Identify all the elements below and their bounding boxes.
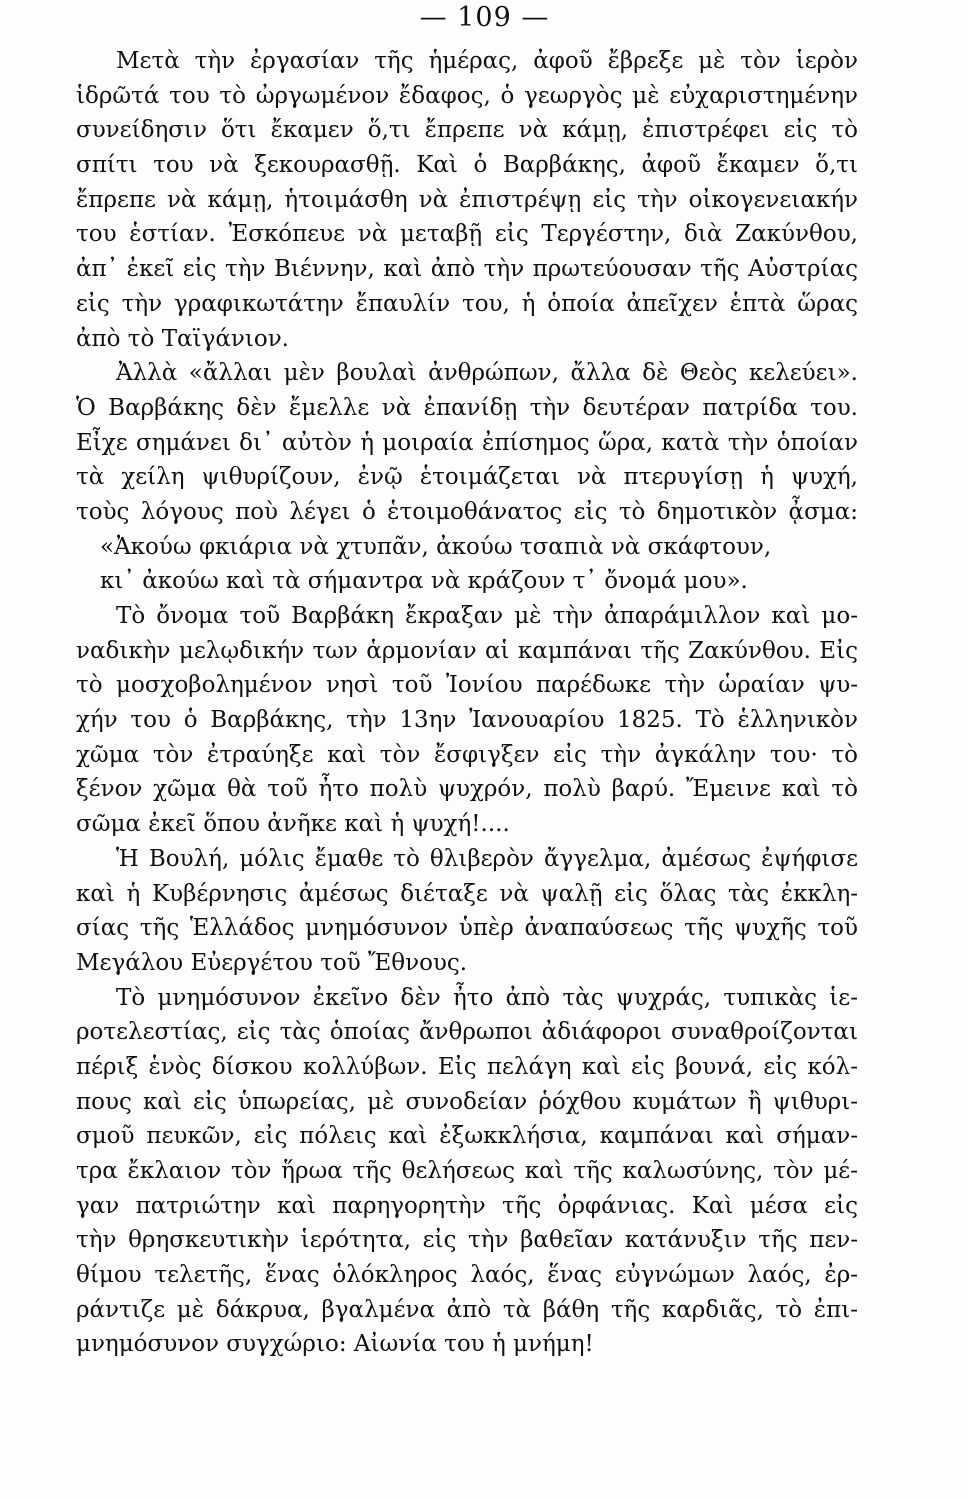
text-line: χῶμα τὸν ἐτραύηξε καὶ τὸν ἔσφιγξεν εἰς τὴν ἀγκάλην του· τὸ <box>76 741 858 768</box>
text-line: τοὺς λόγους ποὺ λέγει ὁ ἑτοιμοθάνατος εἰς τὸ δημοτικὸν ᾆσμα: <box>76 498 858 525</box>
text-line: Εἶχε σημάνει δι᾽ αὐτὸν ἡ μοιραία ἐπίσημος ὥρα, κατὰ τὴν ὁποίαν <box>76 429 858 456</box>
text-line: τὸ μοσχοβολημένον νησὶ τοῦ Ἰονίου παρέδωκε τὴν ὡραίαν ψυ- <box>76 672 858 699</box>
text-line: Ἡ Βουλή, μόλις ἔμαθε τὸ θλιβερὸν ἄγγελμα, ἀμέσως ἐψήφισε <box>116 845 858 872</box>
text-line: μνημόσυνον συγχώριο: Αἰωνία του ἡ μνήμη! <box>76 1331 594 1358</box>
text-line: πους καὶ εἰς ὑπωρείας, μὲ συνοδείαν ῥόχθου κυμάτων ἢ ψιθυρι- <box>76 1088 858 1115</box>
text-line: ναδικὴν μελῳδικήν των ἁρμονίαν αἱ καμπάναι τῆς Ζακύνθου. Εἰς <box>76 637 858 664</box>
text-line: γαν πατριώτην καὶ παρηγορητὴν τῆς ὀρφάνιας. Καὶ μέσα εἰς <box>76 1192 858 1219</box>
text-line: ἀπὸ τὸ Ταϊγάνιον. <box>76 325 289 352</box>
text-line: τὰ χείλη ψιθυρίζουν, ἐνῷ ἑτοιμάζεται νὰ πτερυγίσῃ ἡ ψυχή, <box>76 464 858 491</box>
text-line: χήν του ὁ Βαρβάκης, τὴν 13ην Ἰανουαρίου 1825. Τὸ ἑλληνικὸν <box>76 707 858 734</box>
page-number: — 109 — <box>419 2 550 33</box>
text-line: Τὸ ὄνομα τοῦ Βαρβάκη ἔκραξαν μὲ τὴν ἀπαράμιλλον καὶ μο- <box>116 603 858 629</box>
text-line: Μετὰ τὴν ἐργασίαν τῆς ἡμέρας, ἀφοῦ ἔβρεξε μὲ τὸν ἱερὸν <box>116 48 858 74</box>
text-line: ἀπ᾽ ἐκεῖ εἰς τὴν Βιέννην, καὶ ἀπὸ τὴν πρωτεύουσαν τῆς Αὐστρίας <box>76 256 858 283</box>
text-line: σίας τῆς Ἑλλάδος μνημόσυνον ὑπὲρ ἀναπαύσεως τῆς ψυχῆς τοῦ <box>76 915 858 942</box>
text-line: εἰς τὴν γραφικωτάτην ἔπαυλίν του, ἡ ὁποία ἀπεῖχεν ἑπτὰ ὥρας <box>76 290 858 317</box>
text-line: τὴν θρησκευτικὴν ἱερότητα, εἰς τὴν βαθεῖαν κατάνυξιν τῆς πεν- <box>76 1227 858 1254</box>
text-line: θίμου τελετῆς, ἕνας ὁλόκληρος λαός, ἕνας εὐγνώμων λαός, ἐρ- <box>76 1262 858 1289</box>
text-line: τρα ἔκλαιον τὸν ἥρωα τῆς θελήσεως καὶ τῆς καλωσύνης, τὸν μέ- <box>76 1158 858 1184</box>
text-line: ἔπρεπε νὰ κάμῃ, ἡτοιμάσθη νὰ ἐπιστρέψῃ εἰς τὴν οἰκογενειακήν <box>76 186 858 213</box>
text-line: συνείδησιν ὅτι ἔκαμεν ὅ,τι ἔπρεπε νὰ κάμῃ, ἐπιστρέφει εἰς τὸ <box>76 117 858 144</box>
text-line: καὶ ἡ Κυβέρνησις ἀμέσως διέταξε νὰ ψαλῇ εἰς ὅλας τὰς ἐκκλη- <box>76 880 858 907</box>
text-line: ἱδρῶτά του τὸ ὠργωμένον ἔδαφος, ὁ γεωργὸς μὲ εὐχαριστημένην <box>76 82 858 109</box>
text-line: Τὸ μνημόσυνον ἐκεῖνο δὲν ἦτο ἀπὸ τὰς ψυχράς, τυπικὰς ἱε- <box>116 984 858 1011</box>
text-line: Ἀλλὰ «ἄλλαι μὲν βουλαὶ ἀνθρώπων, ἄλλα δὲ Θεὸς κελεύει». <box>116 360 858 387</box>
body-text <box>76 44 858 1362</box>
text-line: ροτελεστίας, εἰς τὰς ὁποίας ἄνθρωποι ἀδιάφοροι συναθροίζονται <box>76 1019 858 1046</box>
text-line: Μεγάλου Εὐεργέτου τοῦ Ἔθνους. <box>76 949 468 976</box>
text-line: «Ἀκούω φκιάρια νὰ χτυπᾶν, ἀκούω τσαπιὰ νὰ σκάφτουν, <box>100 533 772 560</box>
text-line: σπίτι του νὰ ξεκουρασθῇ. Καὶ ὁ Βαρβάκης, ἀφοῦ ἔκαμεν ὅ,τι <box>76 152 858 179</box>
text-line: Ὁ Βαρβάκης δὲν ἔμελλε νὰ ἐπανίδῃ τὴν δευτέραν πατρίδα του. <box>76 394 858 421</box>
text-line: ράντιζε μὲ δάκρυα, βγαλμένα ἀπὸ τὰ βάθη τῆς καρδιᾶς, τὸ ἐπι- <box>76 1296 858 1323</box>
text-line: του ἑστίαν. Ἐσκόπευε νὰ μεταβῇ εἰς Τεργέστην, διὰ Ζακύνθου, <box>76 221 858 248</box>
text-line: σμοῦ πευκῶν, εἰς πόλεις καὶ ἐξωκκλήσια, καμπάναι καὶ σήμαν- <box>76 1123 858 1150</box>
text-line: σῶμα ἐκεῖ ὅπου ἀνῆκε καὶ ἡ ψυχή!.... <box>76 811 510 838</box>
text-line: κι᾽ ἀκούω καὶ τὰ σήμαντρα νὰ κράζουν τ᾽ ὄνομά μου». <box>100 568 748 595</box>
text-line: πέριξ ἑνὸς δίσκου κολλύβων. Εἰς πελάγη καὶ εἰς βουνά, εἰς κόλ- <box>76 1053 858 1080</box>
text-line: ξένον χῶμα θὰ τοῦ ἦτο πολὺ ψυχρόν, πολὺ βαρύ. Ἔμεινε καὶ τὸ <box>76 776 858 803</box>
